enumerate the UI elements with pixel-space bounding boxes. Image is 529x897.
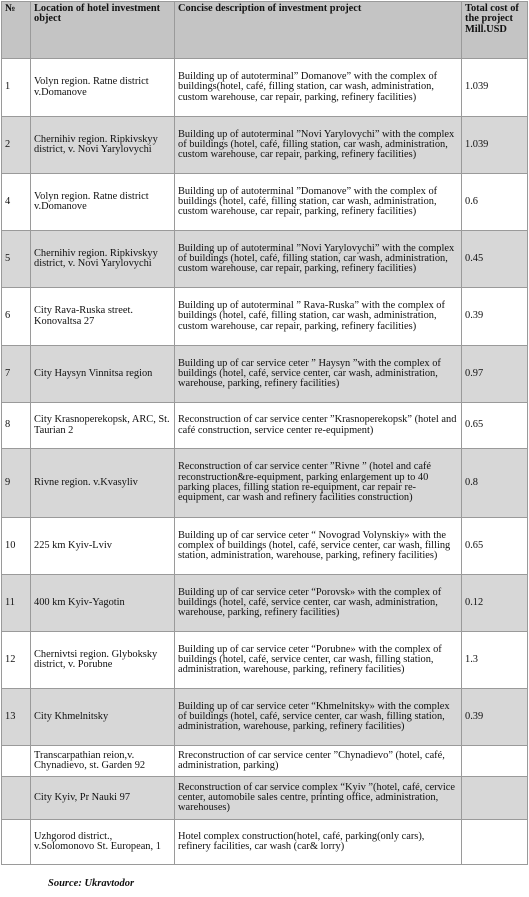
row-number: 1 bbox=[2, 59, 31, 117]
row-cost bbox=[462, 746, 528, 777]
row-cost bbox=[462, 820, 528, 865]
row-number: 13 bbox=[2, 689, 31, 746]
row-cost bbox=[462, 777, 528, 820]
table-row bbox=[2, 231, 528, 288]
row-cost: 0.45 bbox=[462, 231, 528, 288]
row-number: 12 bbox=[2, 632, 31, 689]
row-cost: 0.12 bbox=[462, 575, 528, 632]
row-description: Building up of car service ceter “Porovsk» with the complex of buildings (hotel, café, service center, car wash, administration, warehouse, parking, refinery facilities) bbox=[175, 575, 462, 632]
row-number: 6 bbox=[2, 288, 31, 346]
table-row bbox=[2, 518, 528, 575]
row-location: 225 km Kyiv-Lviv bbox=[31, 518, 175, 575]
row-description: Hotel complex construction(hotel, café, parking(only cars), refinery facilities, car wash (car& lorry) bbox=[175, 820, 462, 865]
row-location: City Khmelnitsky bbox=[31, 689, 175, 746]
row-cost: 0.39 bbox=[462, 689, 528, 746]
row-number: 2 bbox=[2, 117, 31, 174]
row-cost: 0.39 bbox=[462, 288, 528, 346]
table-header-row bbox=[2, 2, 528, 59]
row-description: Building up of autoterminal ”Novi Yarylovychi” with the complex of buildings (hotel, café, filling station, car wash, administration, custom warehouse, car repair, parking, refinery facilities) bbox=[175, 117, 462, 174]
row-cost: 0.6 bbox=[462, 174, 528, 231]
row-number: 5 bbox=[2, 231, 31, 288]
row-cost: 1.3 bbox=[462, 632, 528, 689]
row-number: 4 bbox=[2, 174, 31, 231]
row-number: 10 bbox=[2, 518, 31, 575]
row-location: Rivne region. v.Kvasyliv bbox=[31, 449, 175, 518]
row-number: 7 bbox=[2, 346, 31, 403]
row-cost: 1.039 bbox=[462, 59, 528, 117]
table-row bbox=[2, 689, 528, 746]
row-number bbox=[2, 746, 31, 777]
table-row bbox=[2, 346, 528, 403]
investment-table bbox=[1, 1, 528, 865]
row-description: Building up of car service ceter “ Novograd Volynskiy» with the complex of buildings (hotel, café, service center, car wash, filling station, administration, warehouse, parking, refinery facilities) bbox=[175, 518, 462, 575]
row-description: Building up of autoterminal” Domanove” with the complex of buildings(hotel, café, filling station, car wash, administration, custom warehouse, car repair, parking, refinery facilities) bbox=[175, 59, 462, 117]
row-location: Chernivtsi region. Glybokskу district, v. Porubne bbox=[31, 632, 175, 689]
row-cost: 0.8 bbox=[462, 449, 528, 518]
row-location: City Rava-Ruska street. Konovaltsa 27 bbox=[31, 288, 175, 346]
table-row bbox=[2, 777, 528, 820]
row-cost: 1.039 bbox=[462, 117, 528, 174]
row-location: City Krasnoperekopsk, ARC, St. Taurian 2 bbox=[31, 403, 175, 449]
table-row bbox=[2, 59, 528, 117]
row-description: Reconstruction of car service complex “Kyiv ”(hotel, café, cervice center, automobile sales centre, printing office, administration, warehouses) bbox=[175, 777, 462, 820]
row-number bbox=[2, 777, 31, 820]
source-note: Source: Ukravtodor bbox=[48, 878, 135, 889]
table-row bbox=[2, 449, 528, 518]
row-location: Volyn region. Ratne district v.Domanove bbox=[31, 174, 175, 231]
row-description: Rreconstruction of car service center ”Chynadievo” (hotel, café, administration, parking) bbox=[175, 746, 462, 777]
row-location: 400 km Kyiv-Yagotin bbox=[31, 575, 175, 632]
row-number: 8 bbox=[2, 403, 31, 449]
header-description: Concise description of investment project bbox=[175, 2, 462, 59]
row-location: City Kyiv, Pr Nauki 97 bbox=[31, 777, 175, 820]
row-number: 11 bbox=[2, 575, 31, 632]
row-description: Building up of autoterminal ” Rava-Ruska” with the complex of buildings (hotel, café, filling station, car wash, administration, custom warehouse, car repair, parking, refinery facilities) bbox=[175, 288, 462, 346]
row-cost: 0.65 bbox=[462, 518, 528, 575]
table-row bbox=[2, 288, 528, 346]
table-row bbox=[2, 820, 528, 865]
row-cost: 0.65 bbox=[462, 403, 528, 449]
row-location: City Haysyn Vinnitsa region bbox=[31, 346, 175, 403]
header-number: № bbox=[2, 2, 31, 59]
header-location: Location of hotel investment object bbox=[31, 2, 175, 59]
row-cost: 0.97 bbox=[462, 346, 528, 403]
table-row bbox=[2, 174, 528, 231]
table-row bbox=[2, 575, 528, 632]
table-row bbox=[2, 403, 528, 449]
row-description: Building up of car service ceter “Porubne» with the complex of buildings (hotel, café, service center, car wash, filling station, administration, warehouse, parking, refinery facilities) bbox=[175, 632, 462, 689]
row-description: Reconstruction of car service center ”Krasnoperekopsk” (hotel and café construction, service center re-equipment) bbox=[175, 403, 462, 449]
table-row bbox=[2, 746, 528, 777]
row-number: 9 bbox=[2, 449, 31, 518]
table-row bbox=[2, 117, 528, 174]
row-description: Reconstruction of car service center ”Rivne ” (hotel and café reconstruction&re-equipment, parking enlargement up to 40 parking places, filling station re-equipment, car repair re-equipment, car wash and refinery facilities construction) bbox=[175, 449, 462, 518]
row-number bbox=[2, 820, 31, 865]
row-location: Chernihiv region. Ripkivskyy district, v. Novi Yarylovychi bbox=[31, 231, 175, 288]
row-location: Uzhgorod district., v.Solomonovo St. European, 1 bbox=[31, 820, 175, 865]
row-location: Chernihiv region. Ripkivskyy district, v. Novi Yarylovychi bbox=[31, 117, 175, 174]
row-location: Volyn region. Ratne district v.Domanove bbox=[31, 59, 175, 117]
header-cost: Total cost of the project Mill.USD bbox=[462, 2, 528, 59]
row-description: Building up of car service ceter “Khmelnitsky» with the complex of buildings (hotel, café, service center, car wash, filling station, administration, warehouse, parking, refinery facilities) bbox=[175, 689, 462, 746]
row-description: Building up of autoterminal ”Novi Yarylovychi” with the complex of buildings (hotel, café, filling station, car wash, administration, custom warehouse, car repair, parking, refinery facilities) bbox=[175, 231, 462, 288]
table-row bbox=[2, 632, 528, 689]
row-description: Building up of car service ceter ” Haysyn ”with the complex of buildings (hotel, café, service center, car wash, administration, warehouse, parking, refinery facilities) bbox=[175, 346, 462, 403]
row-location: Transcarpathian reion,v. Chynadievo, st. Garden 92 bbox=[31, 746, 175, 777]
row-description: Building up of autoterminal ”Domanove” with the complex of buildings (hotel, café, filling station, car wash, administration, custom warehouse, car repair, parking, refinery facilities) bbox=[175, 174, 462, 231]
